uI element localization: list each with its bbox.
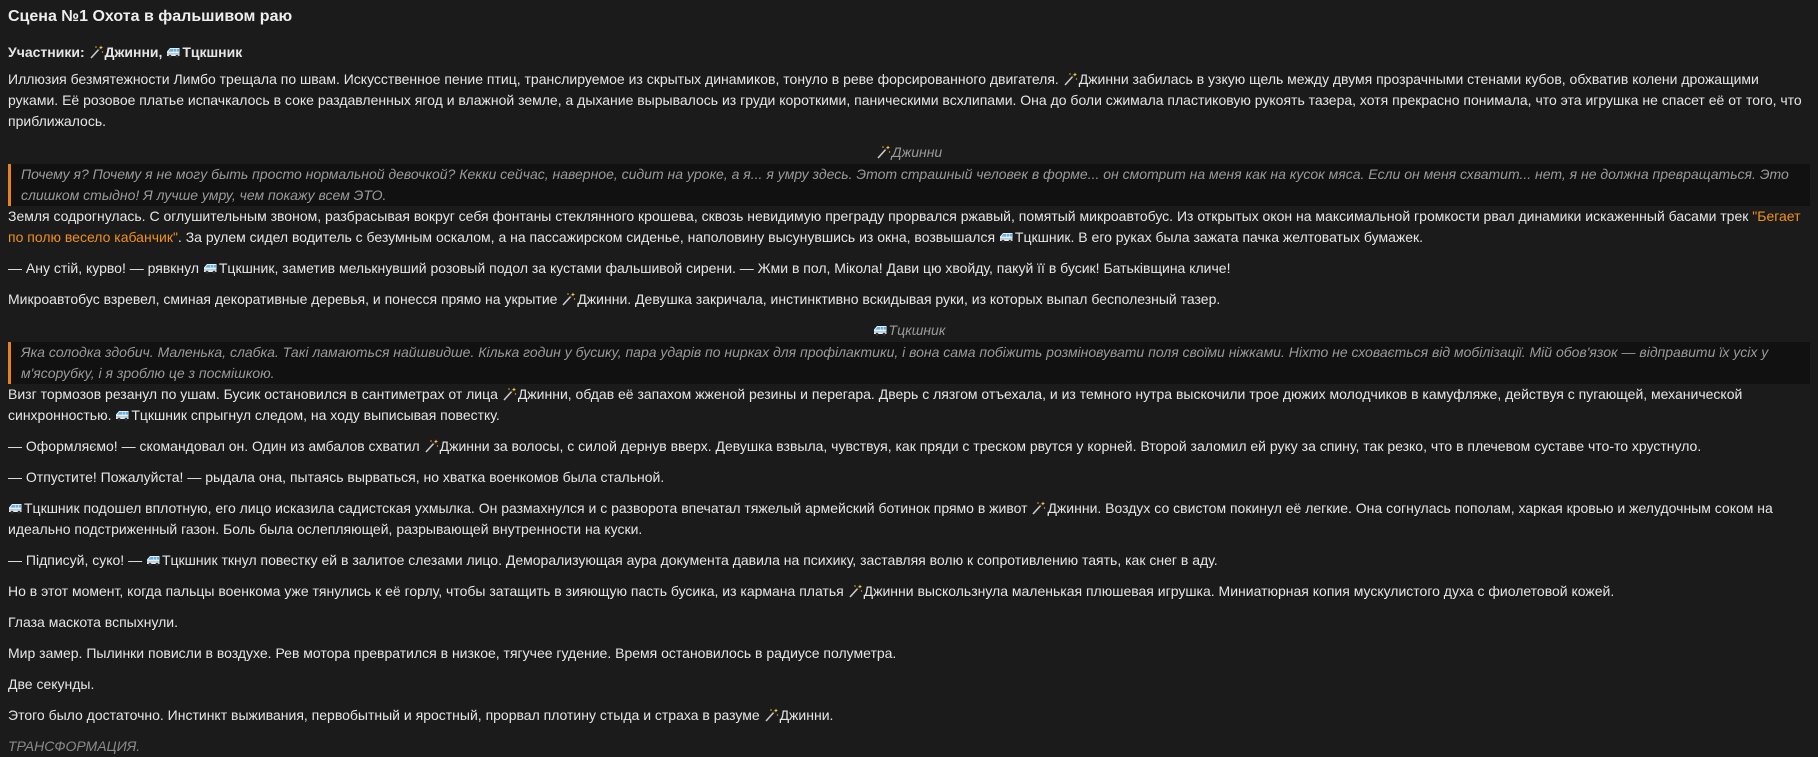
character-tag-tck — [203, 260, 275, 276]
magic-wand-icon — [1063, 71, 1079, 87]
character-tag-jinni — [561, 291, 627, 307]
paragraph — [8, 498, 1810, 540]
paragraph — [8, 612, 1810, 633]
character-name: Тцкшник — [888, 322, 946, 338]
magic-wand-icon — [89, 44, 105, 60]
character-tag-tck — [146, 552, 218, 568]
text-segment: — Отпустите! Пожалуйста! — рыдала она, пытаясь вырваться, но хватка военкомов была стальной. — [8, 469, 665, 485]
text-segment: , заметив мелькнувший розовый подол за кустами фальшивой сирени. — Жми в пол, Мікола! Дави цю хвойду, пакуй її в бусик! Батьківщина кличе! — [274, 260, 1231, 276]
character-name: Тцкшник — [24, 500, 80, 516]
text-segment: Этого было достаточно. Инстинкт выживания, первобытный и яростный, прорвал плотину стыда и страха в разуме — [8, 707, 764, 723]
character-name: Джинни — [863, 583, 914, 599]
character-tag-jinni — [764, 707, 830, 723]
text-segment: спрыгнул следом, на ходу выписывая повестку. — [186, 407, 500, 423]
minibus-icon — [999, 229, 1015, 245]
paragraph — [8, 643, 1810, 664]
character-tag-jinni — [848, 583, 914, 599]
speaker-label — [8, 142, 1810, 163]
closing-line — [8, 736, 1810, 757]
character-name: Джинни — [517, 386, 568, 402]
character-tag-tck — [873, 322, 946, 338]
paragraph — [8, 258, 1810, 279]
character-tag-jinni — [89, 44, 159, 60]
scene-title: Сцена №1 Охота в фальшивом раю — [8, 8, 293, 25]
inner-thought-quote — [8, 342, 1810, 384]
character-name: Джинни — [1078, 71, 1129, 87]
participants-line — [8, 42, 1810, 63]
paragraph — [8, 384, 1810, 426]
text-segment: Микроавтобус взревел, сминая декоративные деревья, и понесся прямо на укрытие — [8, 291, 562, 307]
paragraph — [8, 550, 1810, 571]
magic-wand-icon — [1031, 500, 1047, 516]
character-tag-tck — [166, 44, 242, 60]
magic-wand-icon — [424, 438, 440, 454]
character-tag-tck — [115, 407, 187, 423]
paragraph — [8, 436, 1810, 457]
paragraph — [8, 705, 1810, 726]
story-body — [8, 69, 1810, 757]
character-name: Тцкшник — [182, 44, 243, 60]
text-segment: . В его руках была зажата пачка желтоватых бумажек. — [1070, 229, 1424, 245]
participants-list: Джинни, Тцкшник — [89, 44, 243, 60]
text-segment: за волосы, с силой дернув вверх. Девушка взвыла, чувствуя, как пряди с треском рвутся у корней. Второй заломил ей руку за спину, так резко, что в плечевом суставе что-то хрустнуло. — [489, 438, 1702, 454]
text-segment: выскользнула маленькая плюшевая игрушка. Миниатюрная копия мускулистого духа с фиолетовой кожей. — [913, 583, 1615, 599]
text-segment: Но в этот момент, когда пальцы военкома уже тянулись к её горлу, чтобы затащить в зияющую пасть бусика, из кармана платья — [8, 583, 848, 599]
text-segment: Две секунды. — [8, 676, 95, 692]
text-segment: Почему я? Почему я не могу быть просто нормальной девочкой? Кекки сейчас, наверное, сидит на уроке, а я... я умру здесь. Этот страшный человек в форме... он смотрит на меня как на кусок мяса. Если он меня схватит... нет, я не должна превращаться. Это слишком стыдно! Я лучше умру, чем покажу всем ЭТО. — [21, 166, 1789, 203]
paragraph — [8, 206, 1810, 248]
character-name: Джинни — [1047, 500, 1098, 516]
text-segment: — Підписуй, суко! — — [8, 552, 146, 568]
text-segment: ТРАНСФОРМАЦИЯ. — [8, 738, 141, 754]
text-segment: подошел вплотную, его лицо исказила садистская ухмылка. Он размахнулся и с разворота впечатал тяжелый армейский ботинок прямо в живот — [79, 500, 1032, 516]
minibus-icon — [166, 44, 182, 60]
character-name: Джинни — [891, 144, 943, 160]
text-segment: ткнул повестку ей в залитое слезами лицо. Деморализующая аура документа давила на психику, заставляя волю к сопротивлению таять, как снег в аду. — [217, 552, 1218, 568]
text-segment: Визг тормозов резанул по ушам. Бусик остановился в сантиметрах от лица — [8, 386, 502, 402]
character-name: Джинни — [104, 44, 159, 60]
character-tag-jinni — [424, 438, 490, 454]
character-name: Тцкшник — [1014, 229, 1071, 245]
text-segment: Земля содрогнулась. С оглушительным звоном, разбрасывая вокруг себя фонтаны стеклянного крошева, сквозь невидимую преграду прорвался ржавый, помятый микроавтобус. Из открытых окон на максимальной громкости рвал динамики искаженный басами трек — [8, 208, 1753, 224]
character-name: Джинни — [779, 707, 830, 723]
text-segment: — Ану стій, курво! — рявкнул — [8, 260, 203, 276]
text-segment: . — [829, 707, 834, 723]
character-name: Тцкшник — [131, 407, 187, 423]
magic-wand-icon — [848, 583, 864, 599]
magic-wand-icon — [502, 386, 518, 402]
minibus-icon — [873, 322, 889, 338]
character-tag-tck — [999, 229, 1071, 245]
minibus-icon — [146, 552, 162, 568]
text-segment: . За рулем сидел водитель с безумным оскалом, а на пассажирском сиденье, наполовину высунувшись из окна, возвышался — [177, 229, 999, 245]
paragraph — [8, 674, 1810, 695]
character-tag-tck — [8, 500, 80, 516]
paragraph — [8, 289, 1810, 310]
character-tag-jinni — [876, 144, 942, 160]
paragraph — [8, 69, 1810, 132]
text-segment: . Девушка закричала, инстинктивно вскидывая руки, из которых выпал бесполезный тазер. — [627, 291, 1221, 307]
magic-wand-icon — [561, 291, 577, 307]
minibus-icon — [203, 260, 219, 276]
character-name: Тцкшник — [161, 552, 218, 568]
character-name: Джинни — [439, 438, 490, 454]
text-segment: — Оформляємо! — скомандовал он. Один из амбалов схватил — [8, 438, 424, 454]
character-tag-jinni — [1031, 500, 1097, 516]
character-tag-jinni — [1063, 71, 1129, 87]
song-title: "Бегает по полю весело кабанчик" — [8, 208, 1801, 245]
character-name: Джинни — [577, 291, 628, 307]
minibus-icon — [115, 407, 131, 423]
magic-wand-icon — [764, 707, 780, 723]
magic-wand-icon — [876, 144, 892, 160]
inner-thought-quote — [8, 164, 1810, 206]
paragraph — [8, 467, 1810, 488]
text-segment: Яка солодка здобич. Маленька, слабка. Такі ламаються найшвидше. Кілька годин у бусику, пара ударів по нирках для профілактики, і вона сама побіжить розміновувати поля своїми ніжками. Ніхто не сховається від мобілізації. Мій обов'язок — відправити їх усіх у м'ясорубку, і я зроблю це з посмішкою. — [21, 344, 1769, 381]
text-segment: забилась в узкую щель между двумя прозрачными стенами кубов, обхватив колени дрожащими руками. Её розовое платье испачкалось в соке раздавленных ягод и влажной земле, а дыхание вырывалось из груди короткими, паническими всхлипами. Она до боли сжимала пластиковую рукоять тазера, хотя прекрасно понимала, что эта игрушка не спасет её от того, что приближалось. — [8, 71, 1802, 129]
character-name: Тцкшник — [218, 260, 275, 276]
paragraph — [8, 581, 1810, 602]
text-segment: Иллюзия безмятежности Лимбо трещала по швам. Искусственное пение птиц, транслируемое из скрытых динамиков, тонуло в реве форсированного двигателя. — [8, 71, 1063, 87]
text-segment: Мир замер. Пылинки повисли в воздухе. Рев мотора превратился в низкое, тягучее гудение. Время остановилось в радиусе полуметра. — [8, 645, 897, 661]
minibus-icon — [8, 500, 24, 516]
text-segment: Глаза маскота вспыхнули. — [8, 614, 179, 630]
speaker-label — [8, 320, 1810, 341]
character-tag-jinni — [502, 386, 568, 402]
participants-label: Участники: — [8, 44, 85, 60]
text-segment: . Воздух со свистом покинул её легкие. Она согнулась пополам, харкая кровью и желудочным соком на идеально подстриженный газон. Боль была ослепляющей, разрывающей внутренности на куски. — [8, 500, 1773, 537]
text-segment: , обдав её запахом жженой резины и перегара. Дверь с лязгом отъехала, и из темного нутра выскочили трое дюжих молодчиков в камуфляже, действуя с пугающей, механической синхронностью. — [8, 386, 1743, 423]
